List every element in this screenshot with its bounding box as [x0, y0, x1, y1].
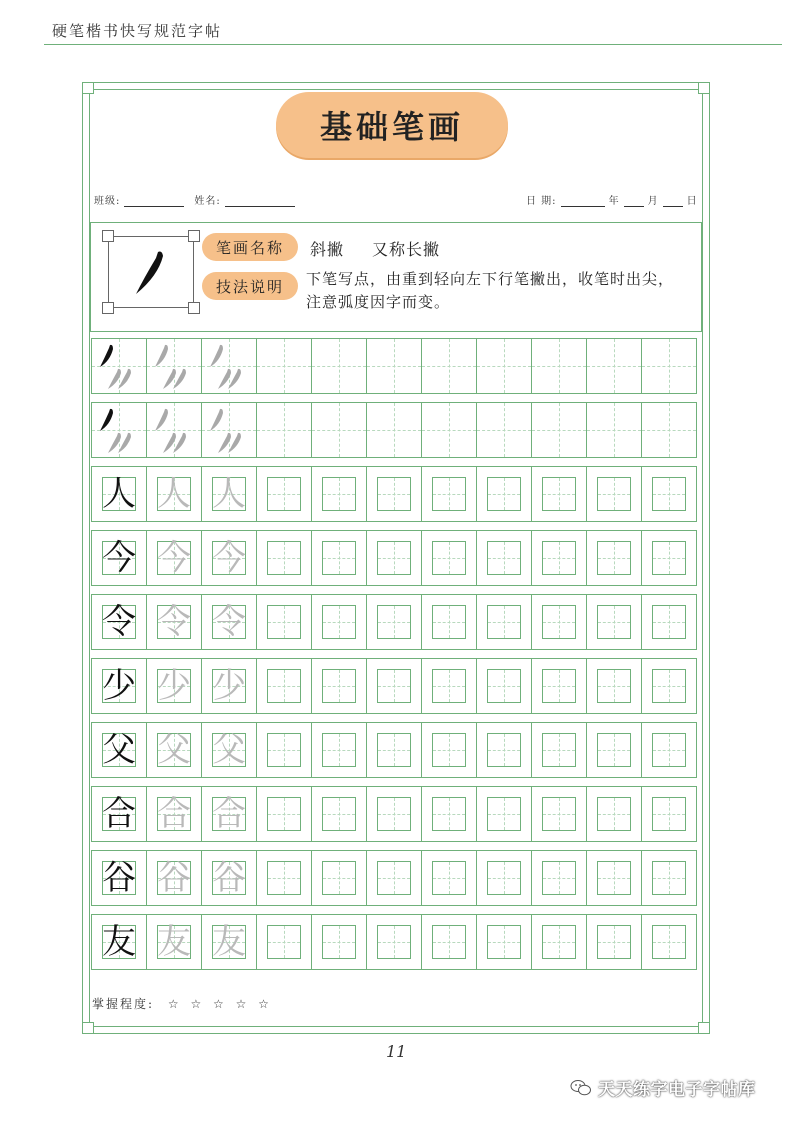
practice-cell[interactable]: [421, 466, 477, 522]
frame-corner: [698, 82, 710, 94]
trace-cell: [146, 466, 202, 522]
trace-cell: [146, 658, 202, 714]
stroke-trace-cell: [201, 402, 257, 458]
frame-corner: [82, 82, 94, 94]
trace-char: 今: [212, 538, 246, 578]
practice-cell[interactable]: [641, 402, 697, 458]
model-char: 父: [102, 730, 136, 770]
practice-cell[interactable]: [531, 658, 587, 714]
practice-cell[interactable]: [256, 914, 312, 970]
practice-cell[interactable]: [476, 594, 532, 650]
practice-cell[interactable]: [421, 914, 477, 970]
stroke-practice-row: [91, 402, 696, 458]
trace-char: 少: [157, 666, 191, 706]
trace-char: 令: [157, 602, 191, 642]
practice-cell[interactable]: [366, 850, 422, 906]
practice-cell[interactable]: [641, 530, 697, 586]
practice-cell[interactable]: [476, 850, 532, 906]
trace-char: 令: [212, 602, 246, 642]
model-cell: [91, 658, 147, 714]
name-label: 姓名:: [194, 196, 221, 207]
practice-cell[interactable]: [531, 466, 587, 522]
char-practice-row: [91, 530, 696, 586]
technique-text: 下笔写点，由重到轻向左下行笔撇出，收笔时出尖，注意弧度因字而变。: [306, 270, 675, 311]
trace-cell: [201, 594, 257, 650]
month-label: 月: [647, 196, 659, 207]
practice-cell[interactable]: [641, 594, 697, 650]
char-practice-row: [91, 786, 696, 842]
class-label: 班级:: [94, 196, 121, 207]
year-field[interactable]: [561, 196, 605, 207]
practice-cell[interactable]: [531, 594, 587, 650]
trace-cell: [146, 722, 202, 778]
model-char: 少: [102, 666, 136, 706]
trace-cell: [201, 466, 257, 522]
practice-cell[interactable]: [256, 722, 312, 778]
trace-char: 少: [212, 666, 246, 706]
model-cell: [91, 850, 147, 906]
practice-cell[interactable]: [421, 850, 477, 906]
char-practice-row: [91, 850, 696, 906]
day-field[interactable]: [663, 196, 683, 207]
trace-cell: [201, 850, 257, 906]
year-label: 年: [608, 196, 620, 207]
trace-char: 人: [212, 474, 246, 514]
practice-cell[interactable]: [476, 914, 532, 970]
practice-cell[interactable]: [531, 786, 587, 842]
practice-cell[interactable]: [476, 530, 532, 586]
trace-cell: [146, 850, 202, 906]
date-info: [526, 192, 698, 207]
practice-cell[interactable]: [586, 850, 642, 906]
stroke-trace-cell: [91, 402, 147, 458]
practice-cell[interactable]: [641, 850, 697, 906]
watermark-text: 天天练字电子字帖库: [598, 1080, 756, 1100]
stroke-trace-cell: [201, 338, 257, 394]
char-practice-row: [91, 594, 696, 650]
practice-cell[interactable]: [256, 466, 312, 522]
stroke-name-value: 斜撇 又称长撇: [310, 240, 441, 259]
trace-cell: [201, 722, 257, 778]
practice-cell[interactable]: [311, 530, 367, 586]
practice-cell[interactable]: [641, 658, 697, 714]
practice-cell[interactable]: [366, 594, 422, 650]
practice-cell[interactable]: [531, 402, 587, 458]
practice-cell[interactable]: [311, 402, 367, 458]
practice-cell[interactable]: [531, 722, 587, 778]
model-char: 合: [102, 794, 136, 834]
model-char: 友: [102, 922, 136, 962]
practice-cell[interactable]: [641, 466, 697, 522]
stroke-trace-cell: [146, 338, 202, 394]
date-label: 日 期:: [526, 196, 557, 207]
trace-char: 父: [212, 730, 246, 770]
char-practice-row: [91, 722, 696, 778]
practice-cell[interactable]: [366, 466, 422, 522]
model-cell: [91, 786, 147, 842]
practice-cell[interactable]: [366, 914, 422, 970]
trace-cell: [146, 530, 202, 586]
stroke-name-tag: 笔画名称: [202, 233, 298, 261]
practice-cell[interactable]: [476, 722, 532, 778]
practice-cell[interactable]: [641, 338, 697, 394]
practice-cell[interactable]: [256, 594, 312, 650]
trace-char: 父: [157, 730, 191, 770]
practice-cell[interactable]: [311, 914, 367, 970]
frame-corner: [82, 1022, 94, 1034]
student-info: [94, 192, 299, 207]
trace-cell: [201, 530, 257, 586]
trace-char: 合: [212, 794, 246, 834]
name-field[interactable]: [225, 196, 295, 207]
practice-cell[interactable]: [421, 722, 477, 778]
trace-cell: [146, 786, 202, 842]
stroke-trace-cell: [146, 402, 202, 458]
trace-cell: [201, 914, 257, 970]
trace-char: 谷: [157, 858, 191, 898]
practice-cell[interactable]: [311, 786, 367, 842]
practice-cell[interactable]: [311, 594, 367, 650]
trace-char: 谷: [212, 858, 246, 898]
practice-cell[interactable]: [586, 466, 642, 522]
practice-cell[interactable]: [421, 658, 477, 714]
stroke-trace-cell: [91, 338, 147, 394]
trace-char: 合: [157, 794, 191, 834]
model-cell: [91, 530, 147, 586]
wechat-icon: [570, 1079, 592, 1097]
model-cell: [91, 466, 147, 522]
watermark: [570, 1075, 756, 1100]
practice-cell[interactable]: [476, 402, 532, 458]
practice-cell[interactable]: [586, 914, 642, 970]
char-practice-row: [91, 658, 696, 714]
practice-cell[interactable]: [256, 850, 312, 906]
practice-cell[interactable]: [256, 530, 312, 586]
trace-cell: [201, 658, 257, 714]
frame-corner: [698, 1022, 710, 1034]
mastery-rating: 掌握程度: ☆ ☆ ☆ ☆ ☆: [92, 997, 273, 1011]
practice-cell[interactable]: [531, 914, 587, 970]
practice-cell[interactable]: [586, 402, 642, 458]
practice-cell[interactable]: [421, 338, 477, 394]
practice-cell[interactable]: [256, 658, 312, 714]
stroke-sample-glyph: [108, 236, 194, 308]
model-char: 令: [102, 602, 136, 642]
model-char: 谷: [102, 858, 136, 898]
trace-cell: [146, 594, 202, 650]
practice-cell[interactable]: [641, 786, 697, 842]
star-rating[interactable]: ☆ ☆ ☆ ☆ ☆: [167, 997, 273, 1011]
practice-cell[interactable]: [311, 722, 367, 778]
practice-cell[interactable]: [421, 530, 477, 586]
practice-cell[interactable]: [641, 722, 697, 778]
practice-cell[interactable]: [311, 658, 367, 714]
practice-cell[interactable]: [311, 850, 367, 906]
practice-cell[interactable]: [586, 786, 642, 842]
practice-cell[interactable]: [586, 722, 642, 778]
practice-cell[interactable]: [366, 658, 422, 714]
practice-cell[interactable]: [476, 338, 532, 394]
class-field[interactable]: [124, 196, 184, 207]
practice-cell[interactable]: [366, 722, 422, 778]
practice-cell[interactable]: [586, 594, 642, 650]
model-cell: [91, 594, 147, 650]
practice-cell[interactable]: [531, 530, 587, 586]
char-practice-row: [91, 914, 696, 970]
practice-cell[interactable]: [476, 658, 532, 714]
practice-cell[interactable]: [586, 658, 642, 714]
practice-cell[interactable]: [366, 530, 422, 586]
practice-cell[interactable]: [421, 786, 477, 842]
trace-char: 今: [157, 538, 191, 578]
header-title: 硬笔楷书快写规范字帖: [52, 22, 223, 40]
practice-cell[interactable]: [311, 466, 367, 522]
practice-cell[interactable]: [366, 402, 422, 458]
day-label: 日: [686, 196, 698, 207]
page-number: 11: [386, 1042, 407, 1061]
trace-char: 人: [157, 474, 191, 514]
stroke-sample-box: [108, 236, 194, 308]
practice-cell[interactable]: [256, 402, 312, 458]
trace-cell: [201, 786, 257, 842]
practice-cell[interactable]: [586, 530, 642, 586]
practice-cell[interactable]: [256, 786, 312, 842]
char-practice-row: [91, 466, 696, 522]
practice-cell[interactable]: [531, 850, 587, 906]
practice-cell[interactable]: [476, 466, 532, 522]
technique-tag: 技法说明: [202, 272, 298, 300]
model-char: 今: [102, 538, 136, 578]
page-title: 基础笔画: [276, 92, 508, 158]
header-rule: [44, 44, 782, 45]
practice-cell[interactable]: [586, 338, 642, 394]
practice-cell[interactable]: [311, 338, 367, 394]
trace-char: 友: [157, 922, 191, 962]
trace-cell: [146, 914, 202, 970]
practice-cell[interactable]: [256, 338, 312, 394]
practice-cell[interactable]: [531, 338, 587, 394]
trace-char: 友: [212, 922, 246, 962]
practice-cell[interactable]: [366, 338, 422, 394]
month-field[interactable]: [624, 196, 644, 207]
practice-cell[interactable]: [421, 402, 477, 458]
stroke-practice-row: [91, 338, 696, 394]
model-char: 人: [102, 474, 136, 514]
practice-cell[interactable]: [366, 786, 422, 842]
practice-cell[interactable]: [641, 914, 697, 970]
model-cell: [91, 722, 147, 778]
practice-cell[interactable]: [421, 594, 477, 650]
practice-cell[interactable]: [476, 786, 532, 842]
model-cell: [91, 914, 147, 970]
